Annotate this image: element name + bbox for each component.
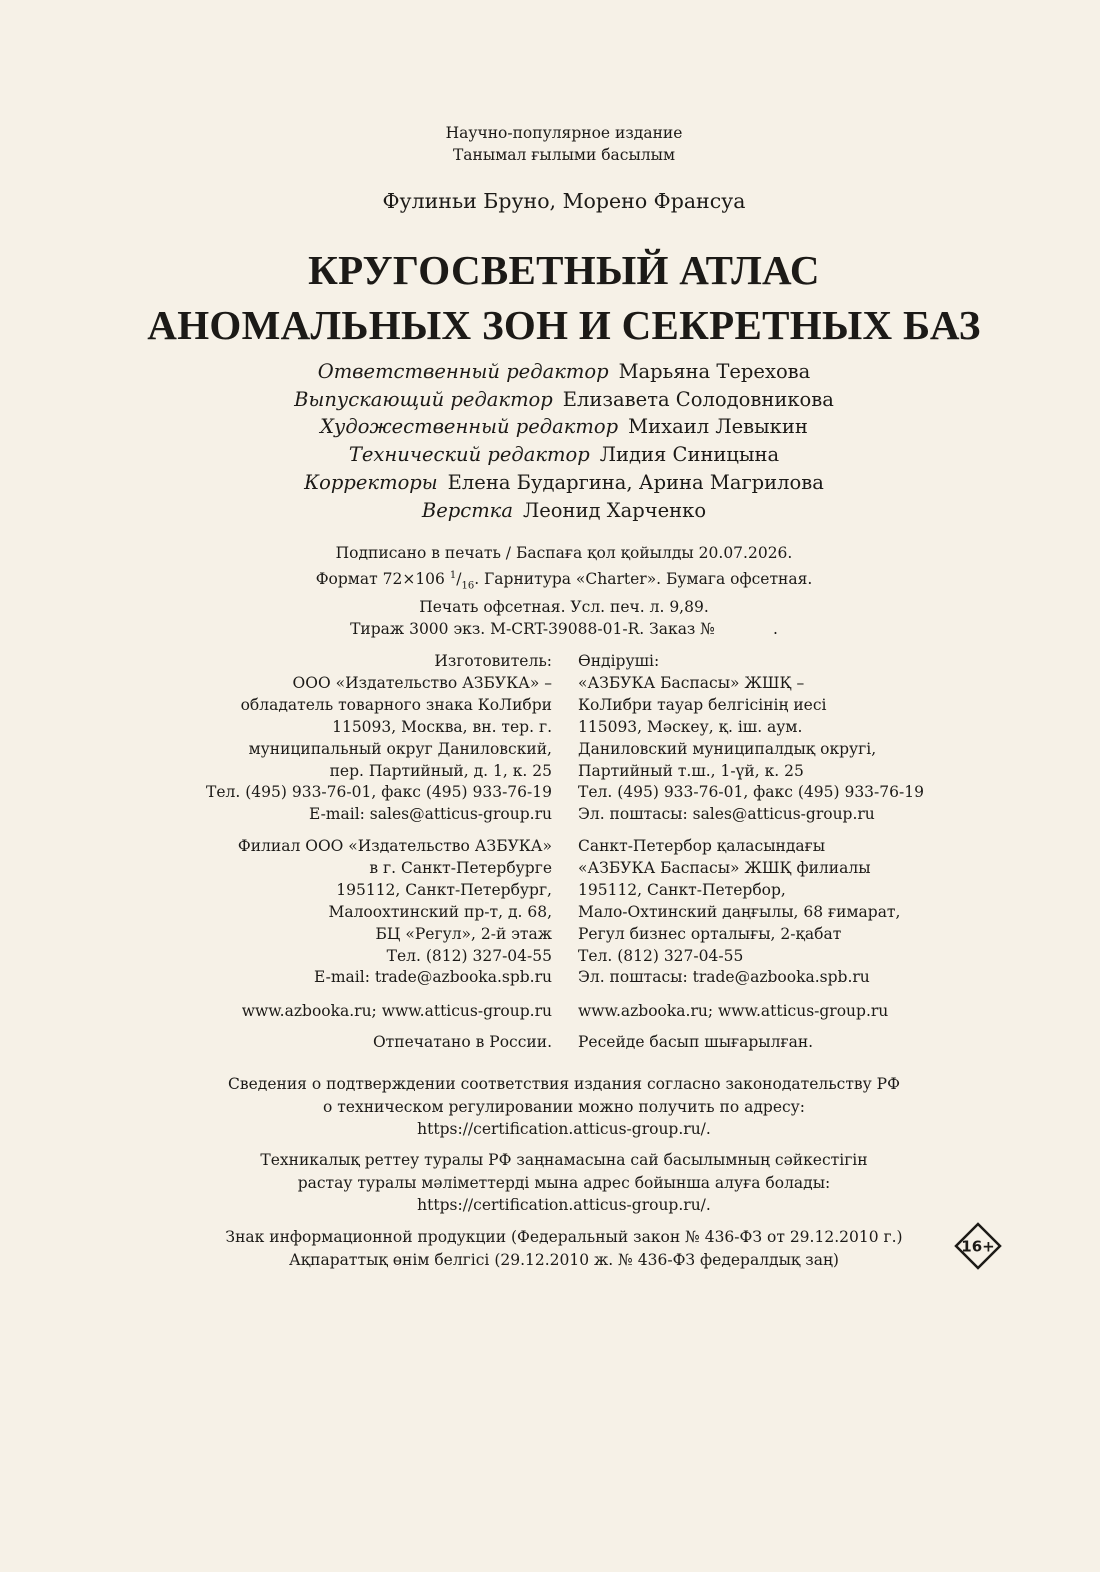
credit-line	[0, 469, 1100, 497]
credit-line	[0, 497, 1100, 525]
credit-role: Ответственный редактор	[317, 360, 609, 383]
manufacturer-kz-email: Эл. поштасы: sales@atticus-group.ru	[578, 805, 875, 824]
branch-ru-phone: Тел. (812) 327-04-55	[386, 946, 552, 965]
branch-kz-line: «АЗБУКА Баспасы» ЖШҚ филиалы	[578, 858, 871, 877]
credit-line	[0, 386, 1100, 414]
authors: Фулиньи Бруно, Морено Франсуа	[382, 189, 746, 213]
credit-role: Технический редактор	[348, 443, 590, 467]
credit-role: Верстка	[421, 498, 513, 522]
credit-line	[0, 358, 1100, 386]
credit-name: Марьяна Терехова	[618, 360, 811, 383]
credit-line	[0, 441, 1100, 469]
credit-role: Выпускающий редактор	[294, 387, 553, 411]
age-rating-badge	[954, 1222, 1002, 1270]
manufacturer-ru-line: Изготовитель:	[434, 652, 552, 670]
certification-kz-line: Техникалық реттеу туралы РФ заңнамасына сай басылымның сәйкестігін	[260, 1151, 868, 1169]
branch-ru-line: Малоохтинский пр-т, д. 68,	[328, 902, 552, 921]
credit-role: Художественный редактор	[320, 415, 619, 439]
manufacturer-ru-email: E-mail: sales@atticus-group.ru	[308, 805, 552, 824]
manufacturer-kz	[578, 651, 924, 826]
book-title	[0, 243, 1100, 353]
certification-ru-url: https://certification.atticus-group.ru/.	[417, 1120, 711, 1138]
genre-ru: Научно-популярное издание	[445, 124, 683, 142]
format-suffix: . Гарнитура «Charter». Бумага офсетная.	[474, 569, 813, 588]
branch-kz-phone: Тел. (812) 327-04-55	[578, 946, 744, 965]
manufacturer-ru-line: обладатель товарного знака КоЛибри	[240, 695, 552, 714]
print-line: Печать офсетная. Усл. печ. л. 9,89.	[419, 597, 709, 616]
credits-block	[0, 358, 1100, 524]
format-line	[0, 565, 1100, 597]
certification-ru-line: Сведения о подтверждении соответствия издания согласно законодательству РФ	[228, 1075, 900, 1093]
credit-name: Леонид Харченко	[522, 498, 707, 522]
branch-kz-line: 195112, Санкт-Петербор,	[578, 880, 786, 899]
branch-ru-email: E-mail: trade@azbooka.spb.ru	[314, 968, 552, 987]
branch-kz-line: Санкт-Петербор қаласындағы	[578, 837, 826, 855]
manufacturer-ru-phone: Тел. (495) 933-76-01, факс (495) 933-76-19	[206, 783, 552, 802]
manufacturer-kz-line: КоЛибри тауар белгісінің иесі	[578, 695, 827, 714]
info-product-sign-kz: Ақпараттық өнім белгісі (29.12.2010 ж. № 436-ФЗ федералдық заң)	[289, 1250, 839, 1269]
branch-ru-line: в г. Санкт-Петербурге	[369, 858, 552, 877]
manufacturer-kz-line: Өндіруші:	[578, 652, 660, 670]
manufacturer-kz-line: «АЗБУКА Баспасы» ЖШҚ –	[578, 673, 805, 692]
info-product-sign	[0, 1226, 1100, 1271]
credit-name: Елена Бударгина, Арина Магрилова	[447, 470, 824, 494]
certification-ru	[0, 1073, 1100, 1141]
branch-kz-line: Регул бизнес орталығы, 2-қабат	[578, 924, 842, 943]
certification-kz-url: https://certification.atticus-group.ru/.	[417, 1196, 711, 1214]
run-line	[0, 619, 1100, 641]
branch-kz-email: Эл. поштасы: trade@azbooka.spb.ru	[578, 968, 870, 987]
credit-name: Елизавета Солодовникова	[562, 387, 834, 411]
manufacturer-ru	[206, 651, 552, 826]
manufacturer-kz-line: Даниловский муниципалдық округі,	[578, 739, 877, 758]
manufacturer-ru-line: муниципальный округ Даниловский,	[248, 739, 552, 758]
format-denominator: 16	[461, 580, 475, 592]
genre-block	[0, 122, 1100, 166]
credit-name: Лидия Синицына	[599, 443, 780, 467]
printed-in-ru: Отпечатано в России.	[372, 1033, 552, 1051]
age-rating-label: 16+	[961, 1237, 995, 1256]
manufacturer-kz-line: Партийный т.ш., 1-үй, к. 25	[578, 761, 804, 780]
run-end: .	[772, 619, 778, 638]
credit-line	[0, 413, 1100, 441]
websites-ru: www.azbooka.ru; www.atticus-group.ru	[241, 1002, 552, 1020]
manufacturer-ru-line: пер. Партийный, д. 1, к. 25	[329, 761, 552, 780]
certification-kz	[0, 1149, 1100, 1217]
print-details	[0, 543, 1100, 640]
branch-ru-line: БЦ «Регул», 2-й этаж	[375, 924, 552, 943]
branch-kz	[578, 836, 900, 989]
printed-in-kz: Ресейде басып шығарылған.	[578, 1033, 814, 1051]
websites-kz: www.azbooka.ru; www.atticus-group.ru	[578, 1002, 889, 1020]
book-title-line-2: АНОМАЛЬНЫХ ЗОН И СЕКРЕТНЫХ БАЗ	[147, 302, 981, 348]
branch-kz-line: Мало-Охтинский даңғылы, 68 ғимарат,	[578, 902, 901, 921]
certification-ru-line: о техническом регулировании можно получить по адресу:	[322, 1097, 806, 1116]
branch-ru	[238, 836, 552, 989]
manufacturer-kz-line: 115093, Мәскеу, қ. іш. аум.	[578, 717, 803, 736]
format-prefix: Формат 72×106	[315, 569, 445, 588]
manufacturer-ru-line: 115093, Москва, вн. тер. г.	[332, 717, 552, 736]
run-text: Тираж 3000 экз. M-CRT-39088-01-R. Заказ №	[350, 619, 715, 638]
manufacturer-ru-line: ООО «Издательство АЗБУКА» –	[292, 673, 552, 692]
genre-kz: Танымал ғылыми басылым	[452, 146, 676, 164]
format-slash: /	[456, 569, 462, 588]
branch-ru-line: 195112, Санкт-Петербург,	[336, 880, 552, 899]
credit-role: Корректоры	[304, 470, 438, 494]
signed-line: Подписано в печать / Баспаға қол қойылды 20.07.2026.	[335, 544, 793, 562]
certification-kz-line: растау туралы мәліметтерді мына адрес бойынша алуға болады:	[297, 1173, 831, 1192]
info-product-sign-ru: Знак информационной продукции (Федеральный закон № 436-ФЗ от 29.12.2010 г.)	[225, 1228, 903, 1246]
branch-ru-line: Филиал ООО «Издательство АЗБУКА»	[237, 837, 552, 855]
format-numerator: 1	[449, 569, 457, 581]
book-title-line-1: КРУГОСВЕТНЫЙ АТЛАС	[308, 247, 820, 293]
credit-name: Михаил Левыкин	[628, 415, 808, 439]
manufacturer-kz-phone: Тел. (495) 933-76-01, факс (495) 933-76-19	[578, 783, 924, 802]
